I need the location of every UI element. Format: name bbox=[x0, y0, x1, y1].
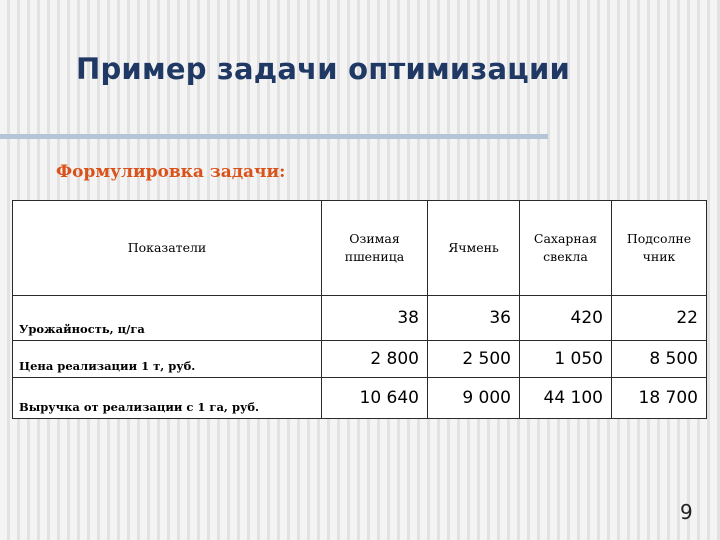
row-label: Урожайность, ц/га bbox=[13, 296, 322, 341]
header-indicators: Показатели bbox=[13, 201, 322, 296]
table-cell: 2 800 bbox=[322, 341, 428, 378]
table-cell: 9 000 bbox=[428, 378, 520, 419]
title-divider bbox=[0, 134, 548, 139]
header-sugar-beet: Сахарная свекла bbox=[520, 201, 612, 296]
table-cell: 8 500 bbox=[612, 341, 707, 378]
table-cell: 38 bbox=[322, 296, 428, 341]
header-winter-wheat: Озимая пшеница bbox=[322, 201, 428, 296]
table-cell: 44 100 bbox=[520, 378, 612, 419]
table-header-row bbox=[13, 201, 707, 296]
slide-subtitle: Формулировка задачи: bbox=[56, 162, 286, 182]
table-cell: 2 500 bbox=[428, 341, 520, 378]
table-cell: 420 bbox=[520, 296, 612, 341]
crop-data-table bbox=[12, 200, 707, 419]
table-row-yield bbox=[13, 296, 707, 341]
table-cell: 10 640 bbox=[322, 378, 428, 419]
table-cell: 22 bbox=[612, 296, 707, 341]
page-number: 9 bbox=[680, 500, 693, 524]
table-row-revenue bbox=[13, 378, 707, 419]
data-table-container bbox=[12, 200, 706, 419]
row-label: Выручка от реализации с 1 га, руб. bbox=[13, 378, 322, 419]
table-cell: 1 050 bbox=[520, 341, 612, 378]
slide-title: Пример задачи оптимизации bbox=[76, 52, 570, 86]
table-cell: 18 700 bbox=[612, 378, 707, 419]
header-barley: Ячмень bbox=[428, 201, 520, 296]
table-row-price bbox=[13, 341, 707, 378]
header-sunflower: Подсолне чник bbox=[612, 201, 707, 296]
table-cell: 36 bbox=[428, 296, 520, 341]
row-label: Цена реализации 1 т, руб. bbox=[13, 341, 322, 378]
